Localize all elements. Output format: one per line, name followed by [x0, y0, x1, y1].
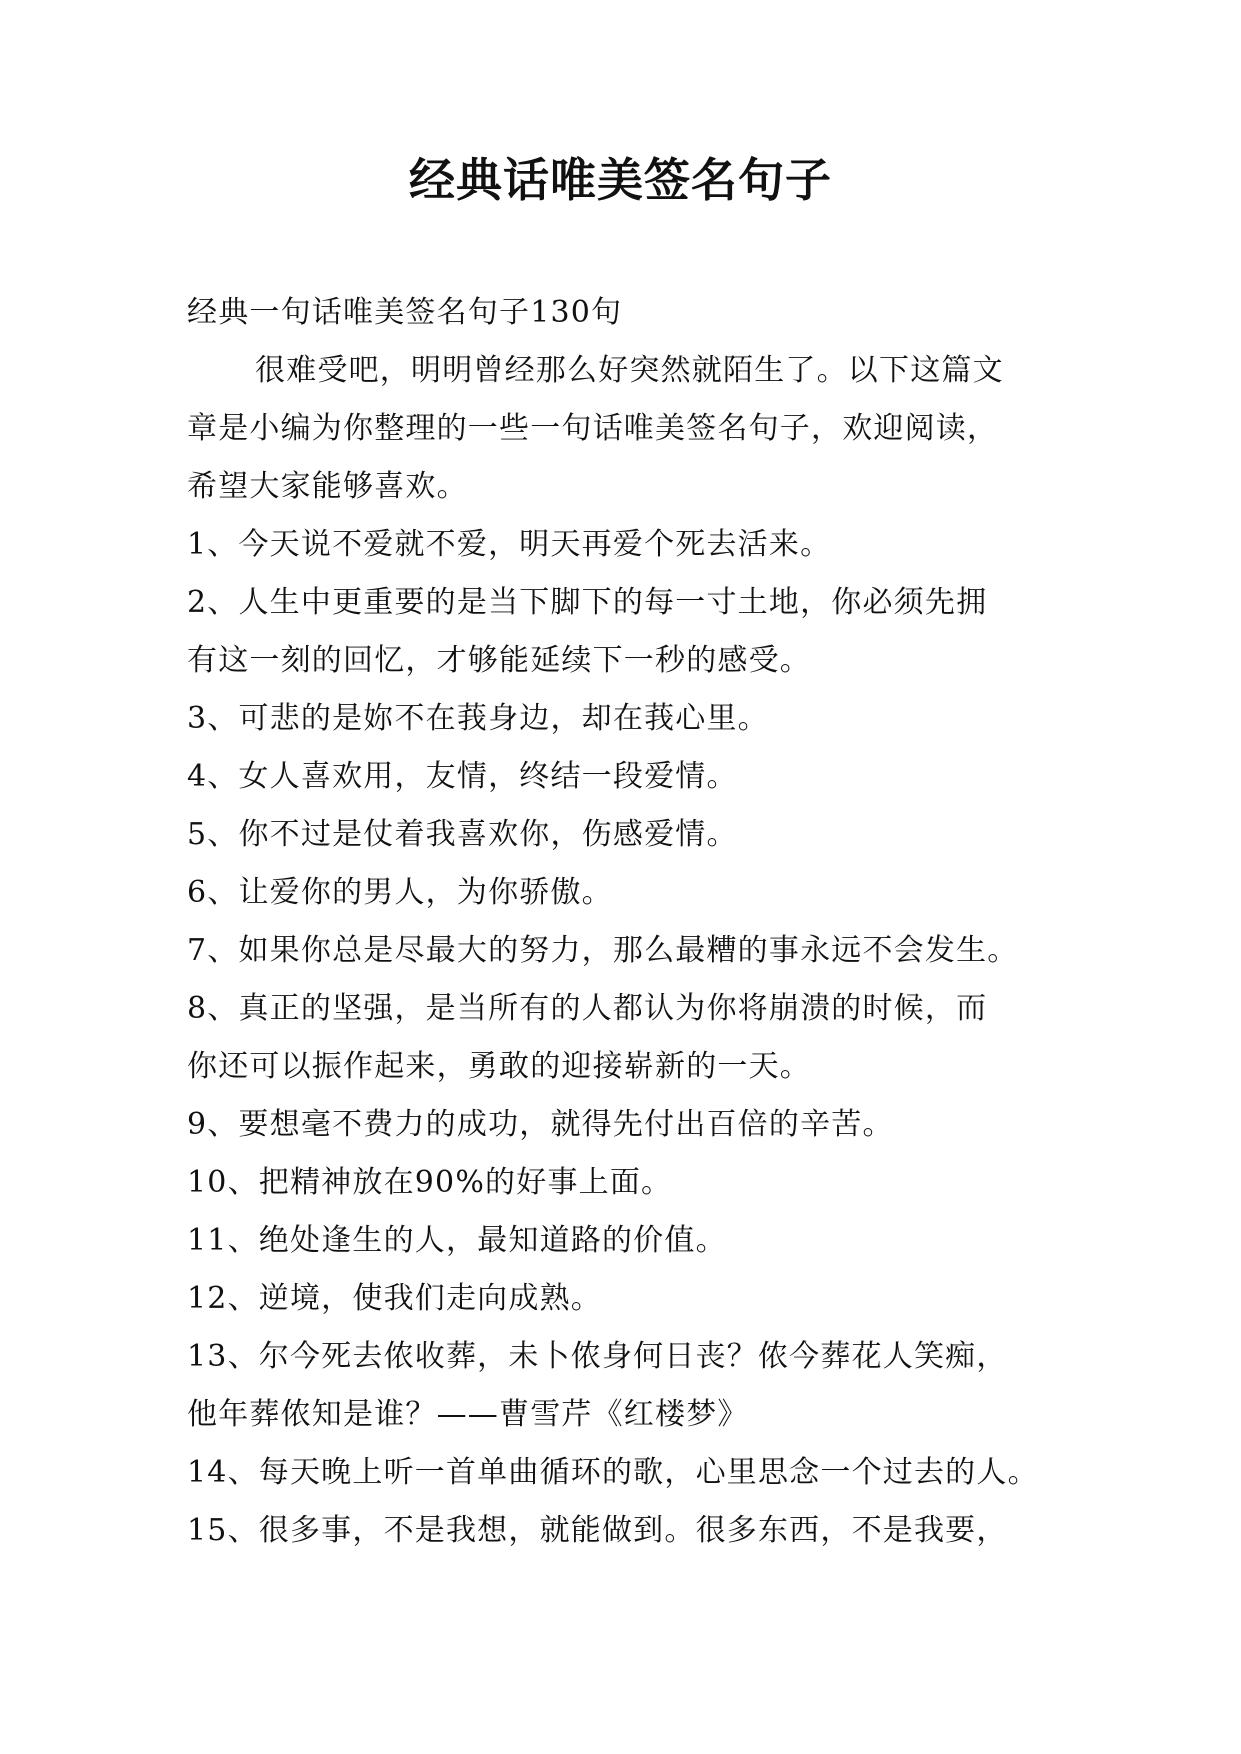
list-item: 10、把精神放在90%的好事上面。	[187, 1165, 673, 1200]
paragraph-line: 很难受吧，明明曾经那么好突然就陌生了。以下这篇文	[255, 353, 1004, 388]
list-item: 7、如果你总是尽最大的努力，那么最糟的事永远不会发生。	[187, 933, 1019, 968]
list-item: 11、绝处逢生的人，最知道路的价值。	[187, 1223, 727, 1258]
list-item: 8、真正的坚强，是当所有的人都认为你将崩溃的时候，而	[187, 991, 988, 1026]
list-item: 4、女人喜欢用，友情，终结一段爱情。	[187, 759, 738, 794]
document-body	[187, 284, 1067, 1560]
list-item: 3、可悲的是妳不在莪身边，却在莪心里。	[187, 701, 769, 736]
list-item: 1、今天说不爱就不爱，明天再爱个死去活来。	[187, 527, 832, 562]
document-title: 经典话唯美签名句子	[409, 153, 832, 207]
list-item: 2、人生中更重要的是当下脚下的每一寸土地，你必须先拥	[187, 585, 988, 620]
list-item-continuation: 你还可以振作起来，勇敢的迎接崭新的一天。	[187, 1049, 811, 1084]
list-item: 13、尔今死去侬收葬，未卜侬身何日丧？侬今葬花人笑痴，	[187, 1339, 1008, 1374]
subtitle-line: 经典一句话唯美签名句子130句	[187, 295, 623, 330]
list-item: 5、你不过是仗着我喜欢你，伤感爱情。	[187, 817, 738, 852]
list-item: 12、逆境，使我们走向成熟。	[187, 1281, 602, 1316]
list-item-continuation: 他年葬侬知是谁？——曹雪芹《红楼梦》	[187, 1397, 749, 1432]
list-item: 15、很多事，不是我想，就能做到。很多东西，不是我要，	[187, 1513, 1008, 1548]
list-item: 6、让爱你的男人，为你骄傲。	[187, 875, 613, 910]
paragraph-line: 希望大家能够喜欢。	[187, 469, 468, 504]
list-item-continuation: 有这一刻的回忆，才够能延续下一秒的感受。	[187, 643, 811, 678]
list-item: 14、每天晚上听一首单曲循环的歌，心里思念一个过去的人。	[187, 1455, 1039, 1490]
list-item: 9、要想毫不费力的成功，就得先付出百倍的辛苦。	[187, 1107, 894, 1142]
paragraph-line: 章是小编为你整理的一些一句话唯美签名句子，欢迎阅读，	[187, 411, 999, 446]
